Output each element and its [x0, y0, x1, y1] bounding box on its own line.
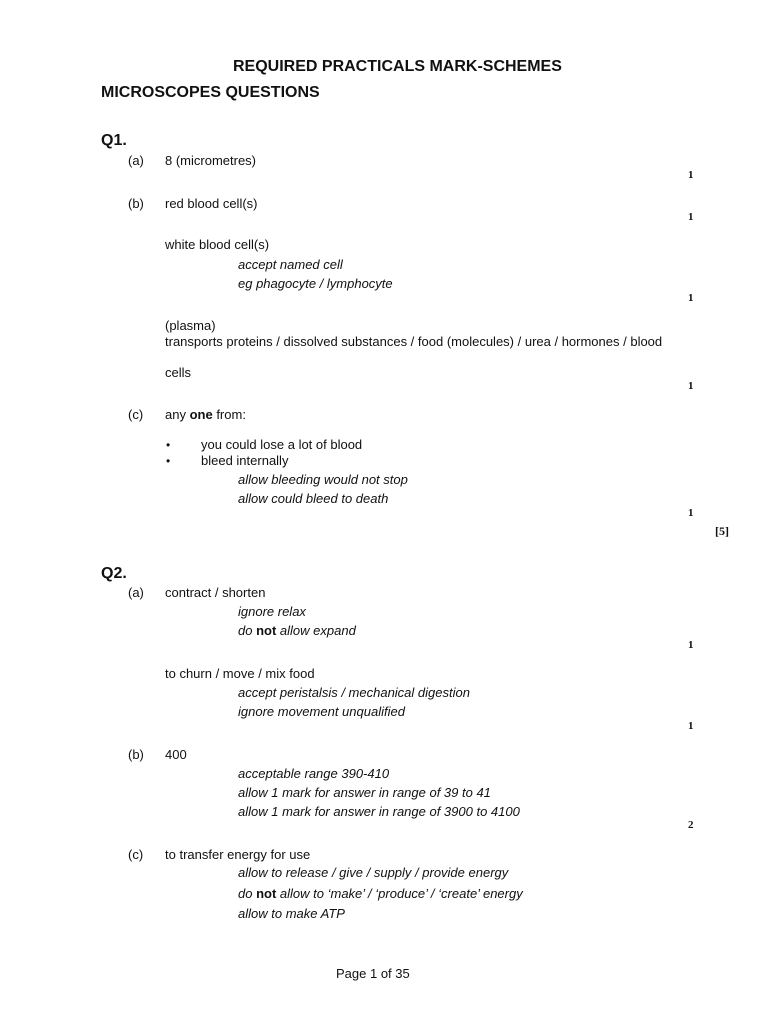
answer-q1b-3-line2: transports proteins / dissolved substances / food (molecules) / urea / hormones / blood — [165, 334, 663, 349]
question-heading-q2: Q2. — [101, 565, 127, 582]
note-q2c-1: allow to release / give / supply / provide energy — [238, 865, 509, 880]
bullet-icon: • — [166, 454, 171, 468]
note-text: do — [238, 886, 257, 901]
intro-text: any — [165, 407, 190, 422]
answer-q1c-intro — [165, 407, 246, 423]
answer-q1b-3-line1: (plasma) — [165, 318, 216, 333]
mark-q1b-3: 1 — [688, 380, 694, 392]
note-text: do — [238, 623, 257, 638]
document-title: REQUIRED PRACTICALS MARK-SCHEMES — [233, 58, 562, 75]
note-q1c-1: allow bleeding would not stop — [238, 472, 408, 487]
part-label-q2a: (a) — [128, 585, 144, 600]
answer-q2a-1: contract / shorten — [165, 585, 266, 600]
note-q2b-3: allow 1 mark for answer in range of 3900 to 4100 — [238, 804, 520, 819]
part-label-q2c: (c) — [128, 847, 144, 862]
bullet-icon: • — [166, 438, 171, 452]
note-q2a-2 — [238, 623, 356, 639]
mark-q2b: 2 — [688, 819, 694, 831]
answer-q1c-bullet2: bleed internally — [201, 453, 289, 468]
part-label-q2b: (b) — [128, 747, 144, 762]
mark-q2a-1: 1 — [688, 639, 694, 651]
note-emphasis: not — [256, 623, 277, 638]
mark-q1b-1: 1 — [688, 211, 694, 223]
note-q2c-2 — [238, 886, 523, 902]
answer-q1c-bullet1: you could lose a lot of blood — [201, 437, 363, 452]
intro-emphasis: one — [189, 407, 213, 422]
note-text-end: allow expand — [276, 623, 356, 638]
note-text-end: allow to ‘make’ / ‘produce’ / ‘create’ energy — [276, 886, 523, 901]
total-marks-q1: [5] — [715, 524, 729, 538]
note-q2b-1: acceptable range 390-410 — [238, 766, 390, 781]
answer-q1a: 8 (micrometres) — [165, 153, 257, 168]
part-label-q1a: (a) — [128, 153, 144, 168]
answer-q2a-2: to churn / move / mix food — [165, 666, 315, 681]
answer-q1b-1: red blood cell(s) — [165, 196, 258, 211]
mark-q2a-2: 1 — [688, 720, 694, 732]
note-q1b-1: accept named cell — [238, 257, 343, 272]
mark-q1c: 1 — [688, 507, 694, 519]
note-q2a-3: accept peristalsis / mechanical digestion — [238, 685, 470, 700]
note-q2c-3: allow to make ATP — [238, 906, 345, 921]
note-q1c-2: allow could bleed to death — [238, 491, 389, 506]
answer-q2b: 400 — [165, 747, 187, 762]
part-label-q1c: (c) — [128, 407, 144, 422]
page-number: Page 1 of 35 — [336, 966, 410, 981]
question-heading-q1: Q1. — [101, 132, 127, 149]
intro-text-end: from: — [212, 407, 246, 422]
part-label-q1b: (b) — [128, 196, 144, 211]
note-q2a-4: ignore movement unqualified — [238, 704, 405, 719]
note-emphasis: not — [256, 886, 277, 901]
note-q2a-1: ignore relax — [238, 604, 306, 619]
note-q1b-2: eg phagocyte / lymphocyte — [238, 276, 393, 291]
answer-q1b-2: white blood cell(s) — [165, 237, 270, 252]
section-title: MICROSCOPES QUESTIONS — [101, 84, 320, 101]
mark-q1a: 1 — [688, 169, 694, 181]
note-q2b-2: allow 1 mark for answer in range of 39 to 41 — [238, 785, 491, 800]
answer-q2c: to transfer energy for use — [165, 847, 311, 862]
mark-q1b-2: 1 — [688, 292, 694, 304]
answer-q1b-3-line3: cells — [165, 365, 192, 380]
